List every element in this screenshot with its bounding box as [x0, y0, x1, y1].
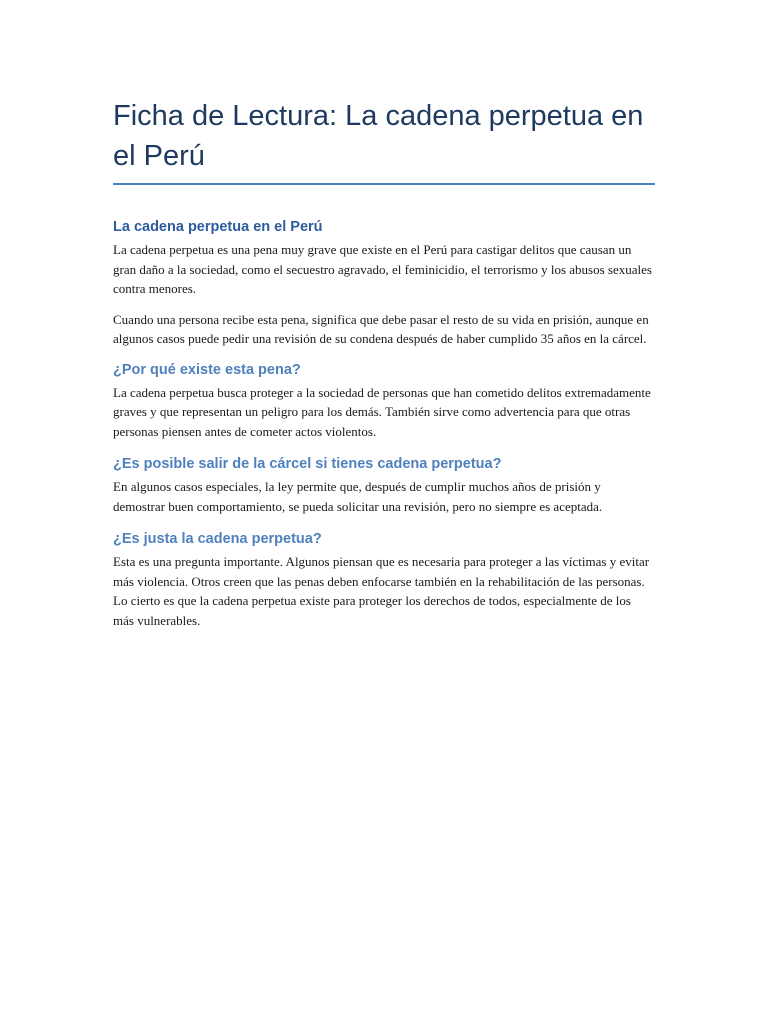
title-underline-divider	[113, 183, 655, 185]
section-es-posible-salir	[113, 454, 655, 516]
section-paragraph: Cuando una persona recibe esta pena, significa que debe pasar el resto de su vida en prisión, aunque en algunos casos puede pedir una revisión de su condena después de haber cumplido 35 años en la cárcel.	[113, 311, 649, 346]
section-es-justa	[113, 529, 655, 630]
section-paragraph: La cadena perpetua es una pena muy grave que existe en el Perú para castigar delitos que causan un gran daño a la sociedad, como el secuestro agravado, el feminicidio, el terrorismo y los abusos sexuales contra menores.	[113, 242, 652, 296]
section-paragraph: La cadena perpetua busca proteger a la sociedad de personas que han cometido delitos extremadamente graves y que representan un peligro para los demás. También sirve como advertencia para que otras personas piensen antes de cometer actos violentos.	[113, 384, 651, 439]
document-title: Ficha de Lectura: La cadena perpetua en el Perú	[113, 100, 644, 172]
section-cadena-perpetua-peru	[113, 217, 655, 349]
section-heading: ¿Es posible salir de la cárcel si tienes cadena perpetua?	[113, 456, 502, 472]
section-heading: ¿Es justa la cadena perpetua?	[113, 531, 322, 547]
section-paragraph: En algunos casos especiales, la ley permite que, después de cumplir muchos años de prisión y demostrar buen comportamiento, se pueda solicitar una revisión, pero no siempre es aceptada.	[113, 479, 603, 514]
section-paragraph: Esta es una pregunta importante. Algunos piensan que es necesaria para proteger a las víctimas y evitar más violencia. Otros creen que las penas deben enfocarse también en la rehabilitación de las personas. Lo cierto es que la cadena perpetua existe para proteger los derechos de todos, especialmente de los más vulnerables.	[113, 554, 650, 628]
section-heading: La cadena perpetua en el Perú	[113, 219, 323, 235]
document-page	[113, 96, 655, 630]
section-por-que-existe	[113, 360, 655, 442]
section-heading: ¿Por qué existe esta pena?	[113, 361, 301, 378]
